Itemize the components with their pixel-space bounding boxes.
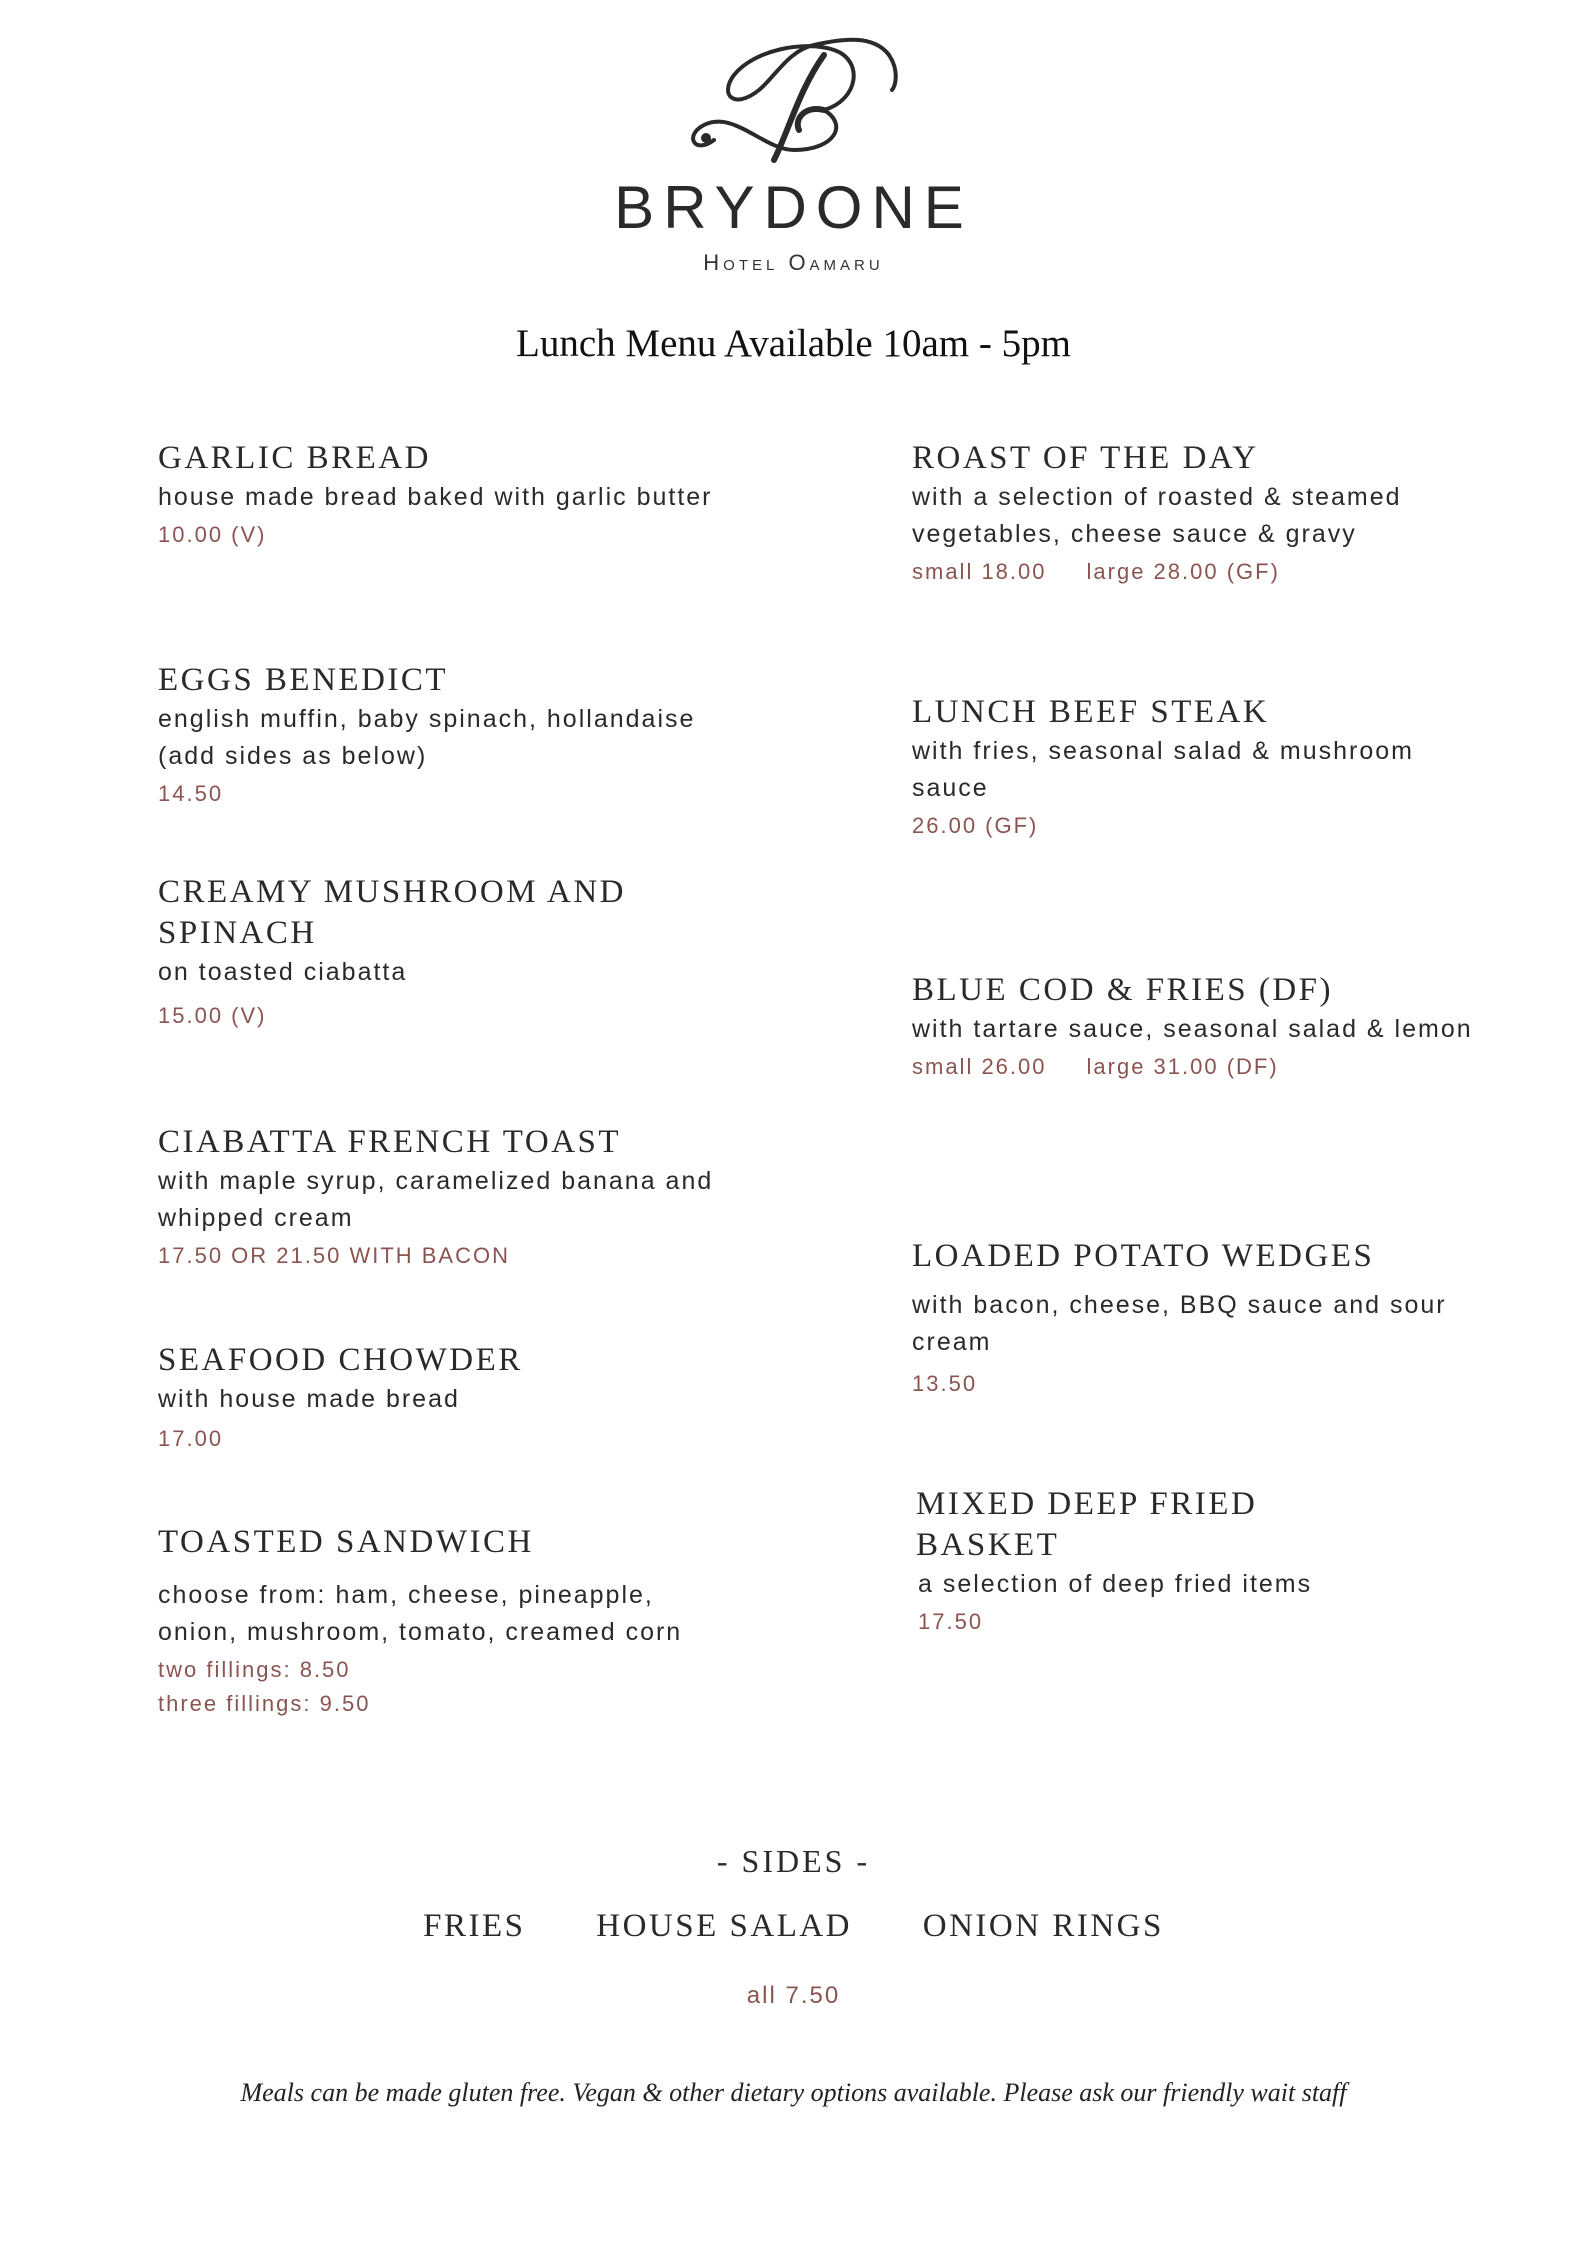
item-name: GARLIC BREAD xyxy=(158,440,431,476)
dietary-footnote: Meals can be made gluten free. Vegan & other dietary options available. Please ask our friendly wait staff xyxy=(240,2078,1347,2107)
menu-item-french-toast xyxy=(158,1122,718,1273)
logo xyxy=(0,30,1587,180)
item-price: small 18.00 large 28.00 (GF) xyxy=(912,559,1280,584)
menu-item-deep-fried-basket xyxy=(916,1484,1316,1639)
item-name: CIABATTA FRENCH TOAST xyxy=(158,1124,622,1160)
item-price: 17.50 OR 21.50 WITH BACON xyxy=(158,1243,510,1268)
item-name: TOASTED SANDWICH xyxy=(158,1524,534,1560)
item-price: 15.00 (V) xyxy=(158,1003,267,1028)
item-price: small 26.00 large 31.00 (DF) xyxy=(912,1054,1279,1079)
item-desc: choose from: ham, cheese, pineapple, onion, mushroom, tomato, creamed corn xyxy=(158,1581,683,1646)
item-desc: with fries, seasonal salad & mushroom sauce xyxy=(912,737,1414,802)
item-name: LOADED POTATO WEDGES xyxy=(912,1238,1375,1274)
item-price: 17.00 xyxy=(158,1426,224,1451)
sides-list xyxy=(0,1910,1587,1943)
item-name: BLUE COD & FRIES (DF) xyxy=(912,972,1334,1008)
item-name: MIXED DEEP FRIED BASKET xyxy=(916,1486,1258,1563)
item-desc: with house made bread xyxy=(158,1385,460,1413)
item-desc: with bacon, cheese, BBQ sauce and sour cream xyxy=(912,1291,1447,1356)
item-price: two fillings: 8.50 three fillings: 9.50 xyxy=(158,1657,371,1716)
item-name: EGGS BENEDICT xyxy=(158,662,449,698)
menu-item-creamy-mushroom xyxy=(158,872,698,1033)
item-price: 14.50 xyxy=(158,781,224,806)
brand-subtitle: Hotel Oamaru xyxy=(703,250,884,275)
brydone-monogram-icon xyxy=(674,30,914,180)
item-desc: with maple syrup, caramelized banana and whipped cream xyxy=(158,1167,714,1232)
menu-item-garlic-bread xyxy=(158,438,718,552)
item-desc: on toasted ciabatta xyxy=(158,958,408,986)
menu-item-potato-wedges xyxy=(912,1236,1492,1401)
item-price: 17.50 xyxy=(918,1609,984,1634)
menu-item-seafood-chowder xyxy=(158,1340,718,1456)
item-name: CREAMY MUSHROOM AND SPINACH xyxy=(158,874,627,951)
item-desc: a selection of deep fried items xyxy=(918,1570,1313,1598)
menu-item-eggs-benedict xyxy=(158,660,718,811)
item-desc: house made bread baked with garlic butter xyxy=(158,483,713,511)
item-price: 10.00 (V) xyxy=(158,522,267,547)
item-desc: with a selection of roasted & steamed vegetables, cheese sauce & gravy xyxy=(912,483,1402,548)
item-name: ROAST OF THE DAY xyxy=(912,440,1259,476)
menu-item-blue-cod xyxy=(912,970,1492,1084)
item-name: SEAFOOD CHOWDER xyxy=(158,1342,523,1378)
item-price: 13.50 xyxy=(912,1371,978,1396)
brand-name: BRYDONE xyxy=(614,174,973,241)
menu-item-roast-of-the-day xyxy=(912,438,1492,589)
item-name: LUNCH BEEF STEAK xyxy=(912,694,1270,730)
item-desc: with tartare sauce, seasonal salad & lemon xyxy=(912,1015,1473,1043)
menu-item-toasted-sandwich xyxy=(158,1522,718,1721)
menu-subtitle: Lunch Menu Available 10am - 5pm xyxy=(516,322,1071,365)
side-item-house-salad: HOUSE SALAD xyxy=(596,1908,853,1944)
sides-heading: - SIDES - xyxy=(716,1843,871,1879)
side-item-fries: FRIES xyxy=(423,1908,526,1944)
sides-price: all 7.50 xyxy=(746,1982,841,2009)
item-price: 26.00 (GF) xyxy=(912,813,1039,838)
menu-item-lunch-beef-steak xyxy=(912,692,1492,843)
side-item-onion-rings: ONION RINGS xyxy=(922,1908,1164,1944)
item-desc: english muffin, baby spinach, hollandaise (add sides as below) xyxy=(158,705,696,770)
